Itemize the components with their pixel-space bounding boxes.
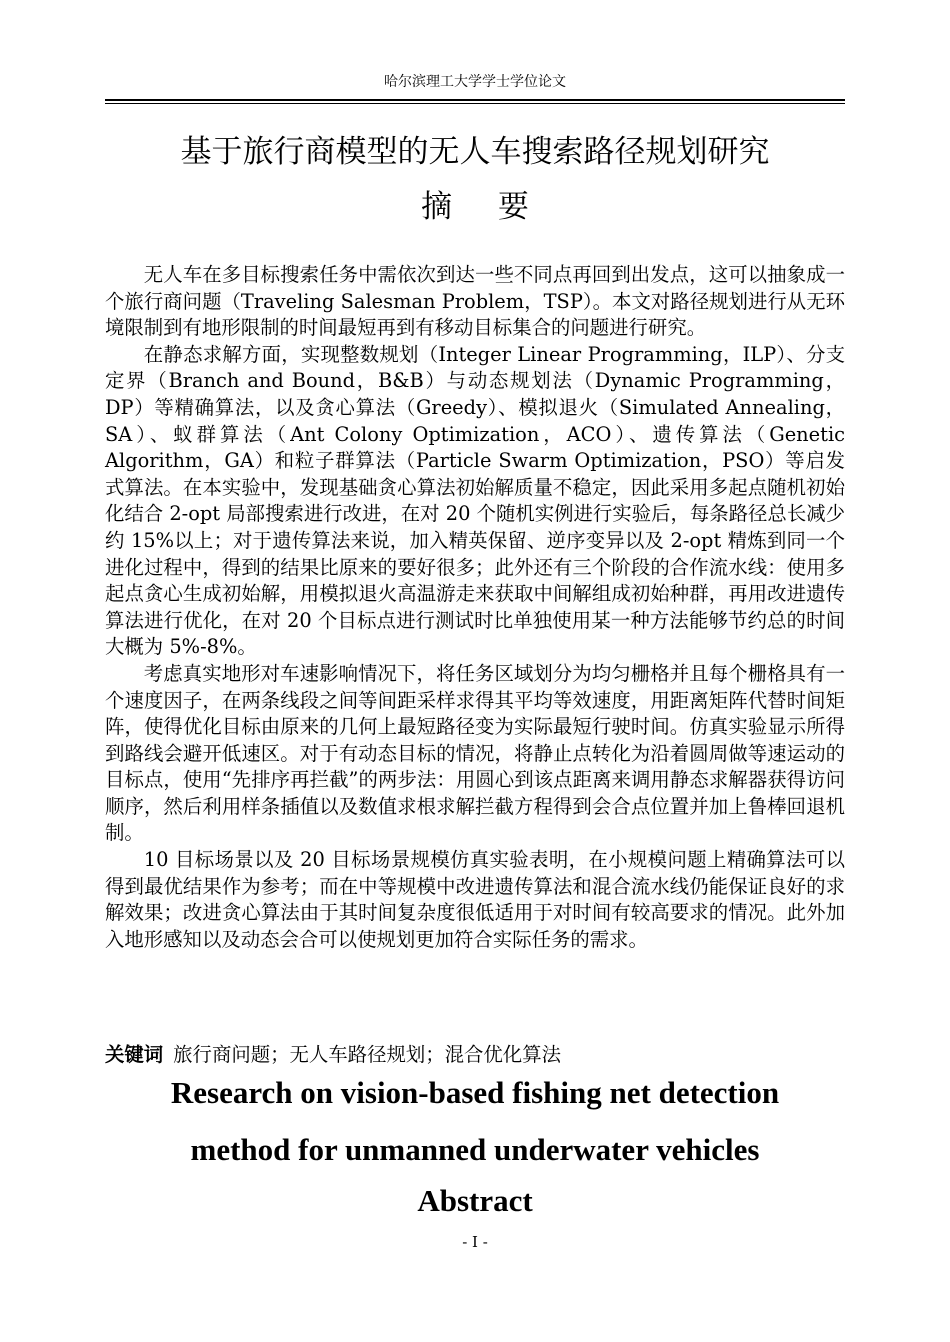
thesis-title-en-line-1: Research on vision-based fishing net detection: [170, 1075, 780, 1110]
abstract-body-cn: [105, 262, 845, 953]
thesis-title-en: [105, 1064, 845, 1178]
keywords-label: 关键词: [105, 1043, 164, 1066]
abstract-heading-en: Abstract: [417, 1183, 533, 1218]
abstract-paragraph-2: 在静态求解方面，实现整数规划（Integer Linear Programming，ILP）、分支定界（Branch and Bound，B&B）与动态规划法（Dynamic Programming，DP）等精确算法，以及贪心算法（Greedy）、模拟退火（Simulated Annealing，SA）、蚁群算法（Ant Colony Optimization，ACO）、遗传算法（Genetic Algorithm，GA）和粒子群算法（Particle Swarm Optimization，PSO）等启发式算法。在本实验中，发现基础贪心算法初始解质量不稳定，因此采用多起点随机初始化结合 2-opt 局部搜索进行改进，在对 20 个随机实例进行实验后，每条路径总长减少约 15%以上；对于遗传算法来说，加入精英保留、逆序变异以及 2-opt 精炼到同一个进化过程中，得到的结果比原来的要好很多；此外还有三个阶段的合作流水线：使用多起点贪心生成初始解，用模拟退火高温游走来获取中间解组成初始种群，再用改进遗传算法进行优化，在对 20 个目标点进行测试时比单独使用某一种方法能够节约总的时间大概为 5%-8%。: [105, 342, 845, 659]
running-header: 哈尔滨理工大学学士学位论文: [384, 74, 566, 90]
abstract-paragraph-1: 无人车在多目标搜索任务中需依次到达一些不同点再回到出发点，这可以抽象成一个旅行商问题（Traveling Salesman Problem，TSP）。本文对路径规划进行从无环境限制到有地形限制的时间最短再到有移动目标集合的问题进行研究。: [105, 263, 845, 340]
keywords-text: 旅行商问题；无人车路径规划；混合优化算法: [173, 1043, 561, 1066]
abstract-paragraph-3: 考虑真实地形对车速影响情况下，将任务区域划分为均匀栅格并且每个栅格具有一个速度因子，在两条线段之间等间距采样求得其平均等效速度，用距离矩阵代替时间矩阵，使得优化目标由原来的几何上最短路径变为实际最短行驶时间。仿真实验显示所得到路线会避开低速区。对于有动态目标的情况，将静止点转化为沿着圆周做等速运动的目标点，使用“先排序再拦截”的两步法：用圆心到该点距离来调用静态求解器获得访问顺序，然后利用样条插值以及数值求根求解拦截方程得到会合点位置并加上鲁棒回退机制。: [105, 661, 845, 845]
abstract-paragraph-4: 10 目标场景以及 20 目标场景规模仿真实验表明，在小规模问题上精确算法可以得到最优结果作为参考；而在中等规模中改进遗传算法和混合流水线仍能保证良好的求解效果；改进贪心算法由于其时间复杂度很低适用于对时间有较高要求的情况。此外加入地形感知以及动态会合可以使规划更加符合实际任务的需求。: [105, 848, 845, 951]
page-number: - I -: [462, 1233, 488, 1251]
header-rule-thick: [105, 99, 845, 101]
abstract-heading-cn: 摘 要: [421, 189, 547, 225]
header-rule-thin: [105, 103, 845, 104]
thesis-title-en-line-2: method for unmanned underwater vehicles: [190, 1132, 760, 1167]
thesis-title-cn: 基于旅行商模型的无人车搜索路径规划研究: [180, 134, 770, 170]
